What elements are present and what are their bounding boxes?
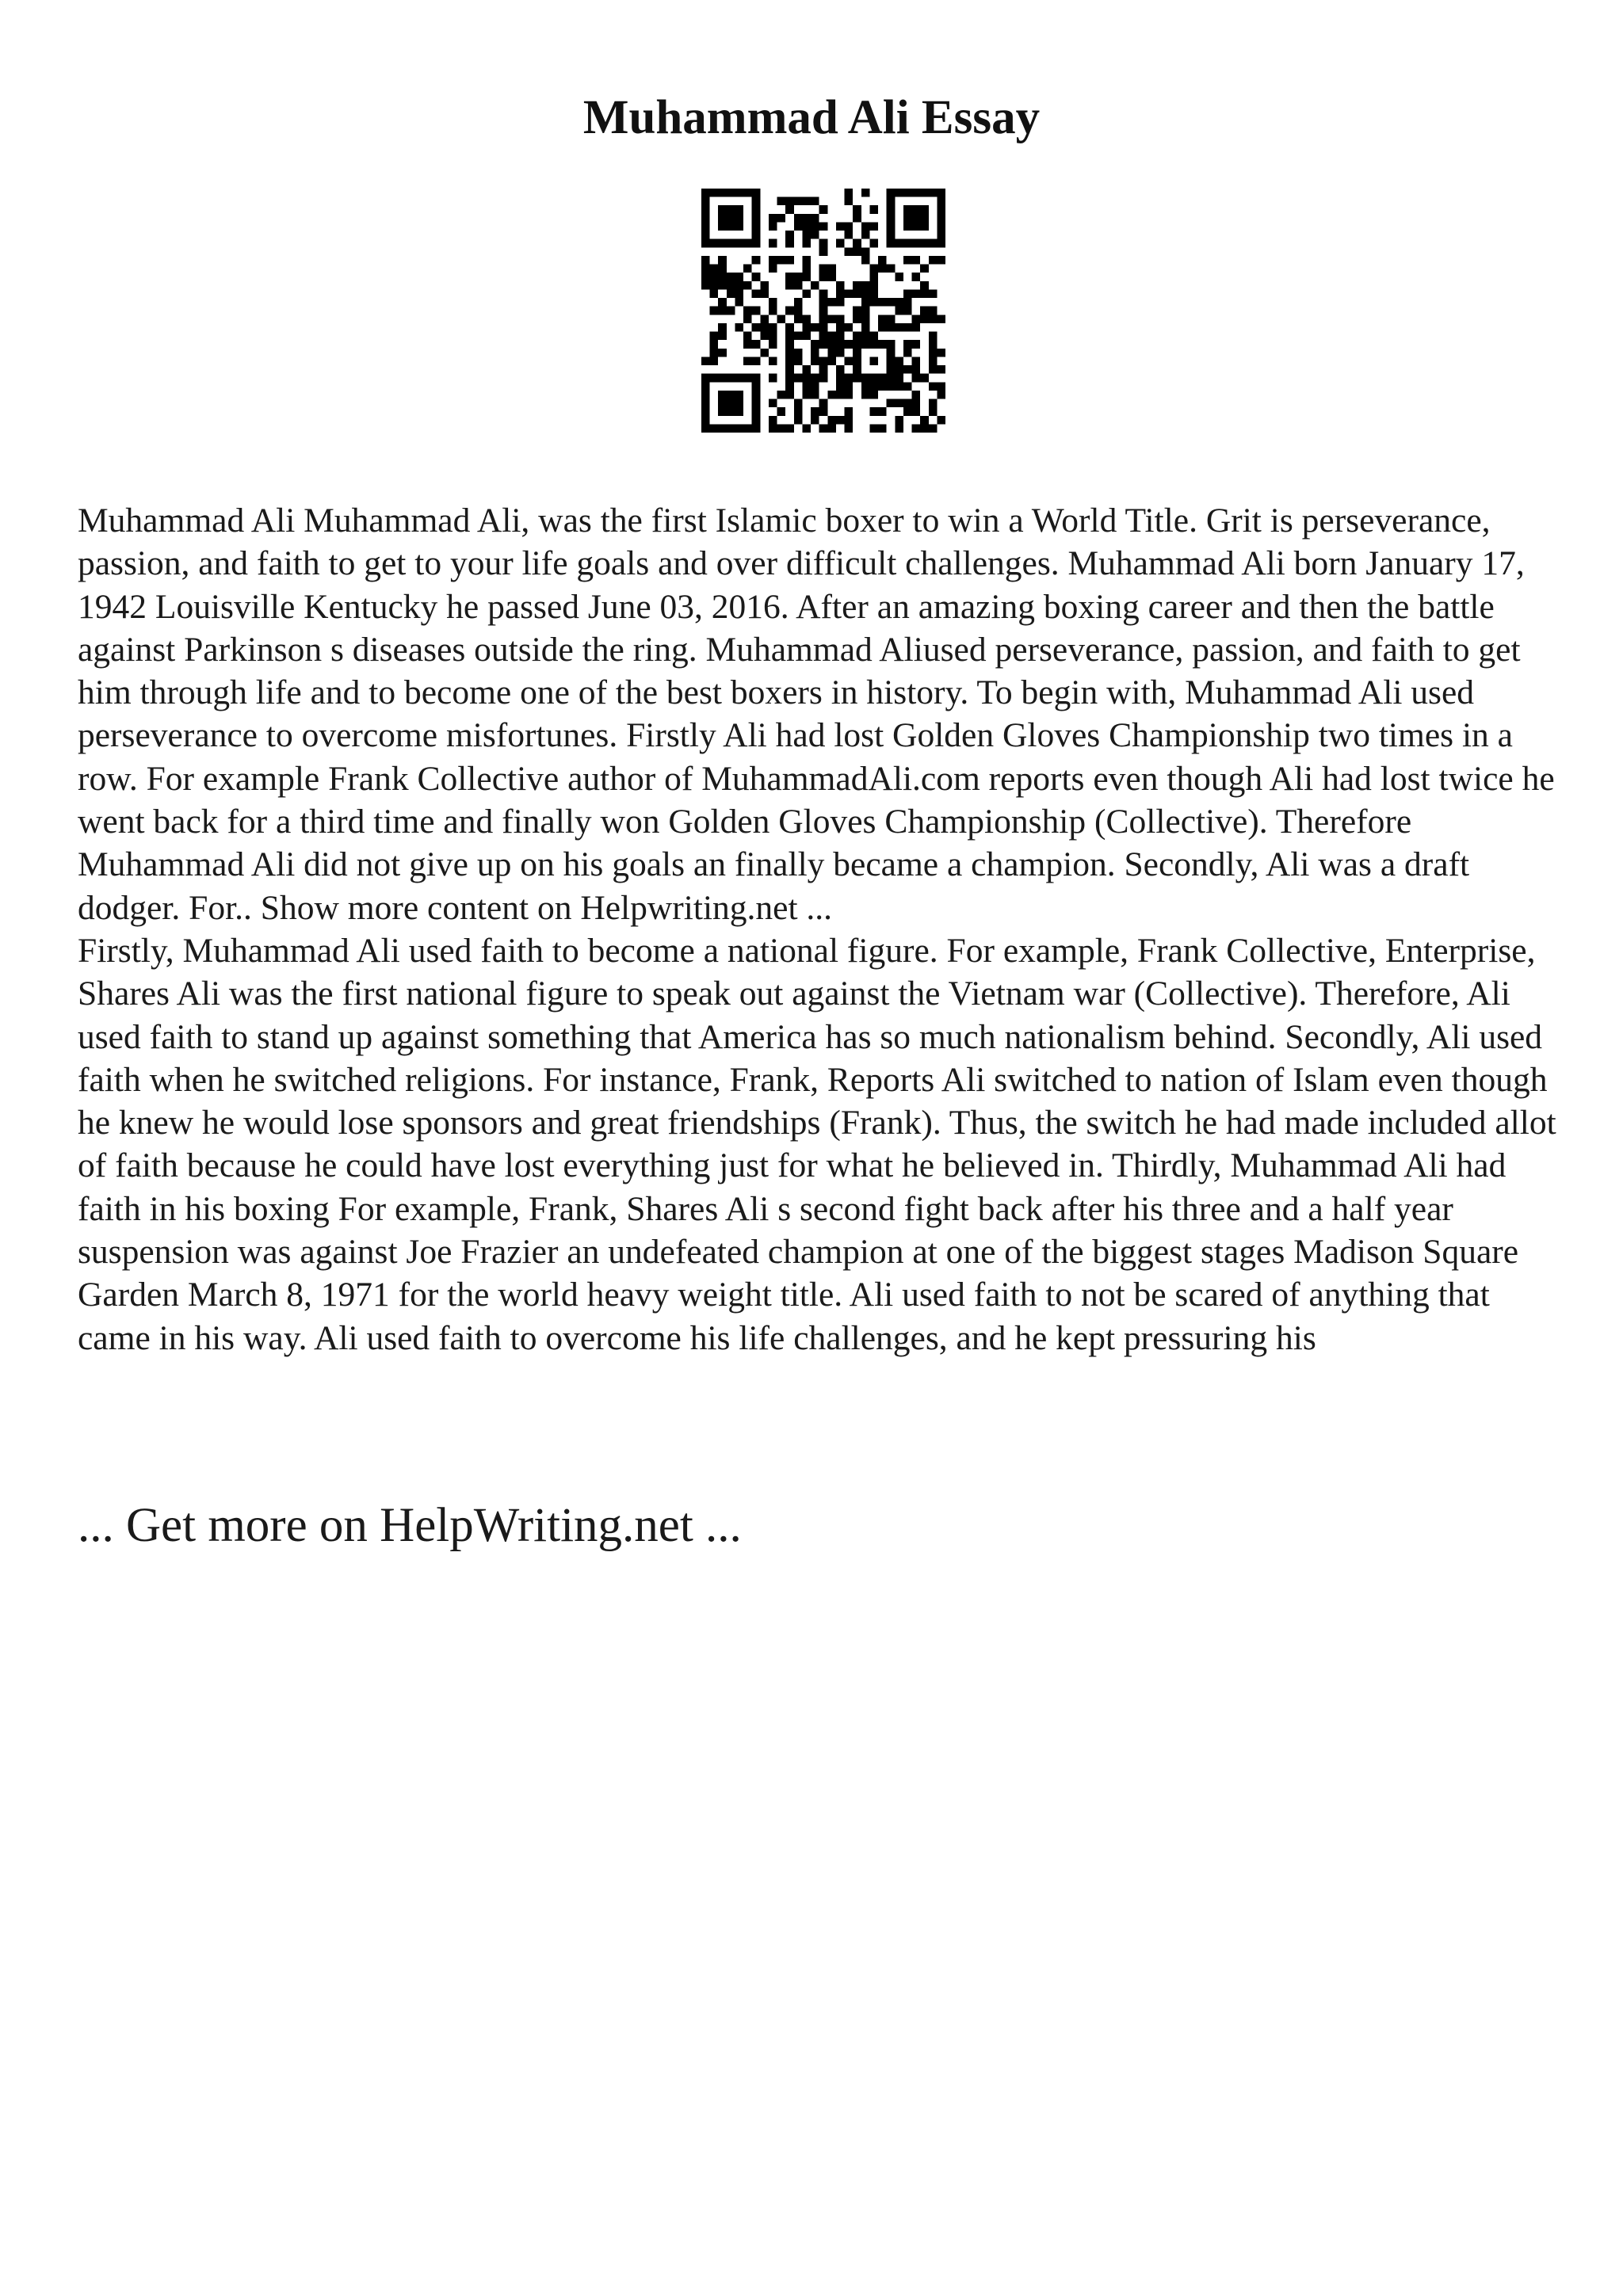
qr-code-icon[interactable] [701, 189, 945, 433]
essay-body [78, 499, 1560, 1360]
get-more-link[interactable]: ... Get more on HelpWriting.net ... [78, 1499, 742, 1552]
document-title: Muhammad Ali Essay [582, 91, 1041, 144]
essay-paragraph-2: Firstly, Muhammad Ali used faith to become a national figure. For example, Frank Collective, Enterprise, Shares Ali was the first national figure to speak out against the Vietnam war (Collective). Therefore, Ali used faith to stand up against something that America has so much nationalism behind. Secondly, Ali used faith when he switched religions. For instance, Frank, Reports Ali switched to nation of Islam even though he knew he would lose sponsors and great friendships (Frank). Thus, the switch he had made included allot of faith because he could have lost everything just for what he believed in. Thirdly, Muhammad Ali had faith in his boxing For example, Frank, Shares Ali s second fight back after his three and a half year suspension was against Joe Frazier an undefeated champion at one of the biggest stages Madison Square Garden March 8, 1971 for the world heavy weight title. Ali used faith to not be scared of anything that came in his way. Ali used faith to overcome his life challenges, and he kept pressuring his [78, 931, 1556, 1357]
essay-paragraph-1: Muhammad Ali Muhammad Ali, was the first Islamic boxer to win a World Title. Grit is perseverance, passion, and faith to get to your life goals and over difficult challenges. Muhammad Ali born January 17, 1942 Louisville Kentucky he passed June 03, 2016. After an amazing boxing career and then the battle against Parkinson s diseases outside the ring. Muhammad Aliused perseverance, passion, and faith to get him through life and to become one of the best boxers in history. To begin with, Muhammad Ali used perseverance to overcome misfortunes. Firstly Ali had lost Golden Gloves Championship two times in a row. For example Frank Collective author of MuhammadAli.com reports even though Ali had lost twice he went back for a third time and finally won Golden Gloves Championship (Collective). Therefore Muhammad Ali did not give up on his goals an finally became a champion. Secondly, Ali was a draft dodger. For.. Show more content on Helpwriting.net ... [78, 502, 1555, 927]
qr-code-graphic [701, 189, 945, 433]
